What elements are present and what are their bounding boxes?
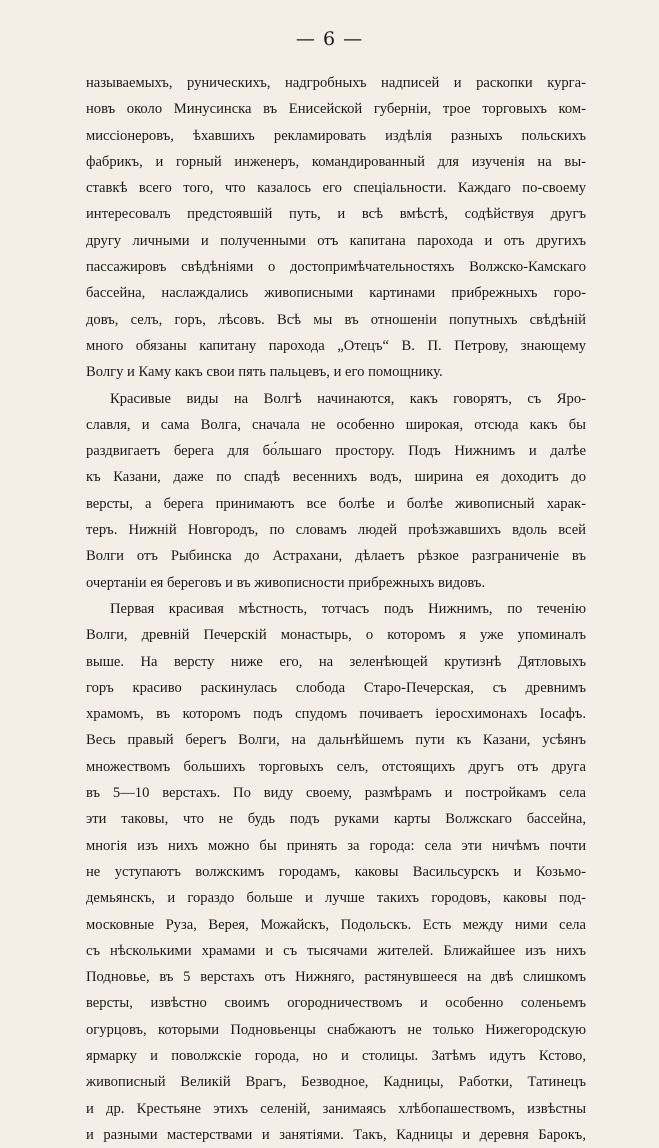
text-line: Первая красивая мѣстность, тотчасъ подъ Нижнимъ, по теченію <box>110 600 586 617</box>
body-text <box>86 70 586 1148</box>
paragraph <box>86 386 586 596</box>
text-line: выше. На версту ниже его, на зеленѣющей крутизнѣ Дятловыхъ <box>86 653 586 670</box>
text-line: пассажировъ свѣдѣніями о достопримѣчательностяхъ Волжско-Камскаго <box>86 259 586 276</box>
text-line: другу личными и полученными отъ капитана парохода и отъ другихъ <box>86 232 586 249</box>
text-line: версты, а берега принимаютъ все болѣе и болѣе живописный харак- <box>86 495 586 512</box>
text-line: храмомъ, въ которомъ подъ спудомъ почиваетъ іеросхимонахъ Іосафъ. <box>86 706 586 723</box>
text-line: миссіонеровъ, ѣхавшихъ рекламировать издѣлія разныхъ польскихъ <box>86 127 586 144</box>
text-line: ставкѣ всего того, что казалось его спеціальности. Каждаго по-своему <box>86 180 586 197</box>
text-line: ярмарку и поволжскіе города, но и столицы. Затѣмъ идутъ Кстово, <box>86 1047 586 1064</box>
text-line: не уступаютъ волжскимъ городамъ, каковы Васильсурскъ и Козьмо- <box>86 863 586 880</box>
text-line: Подновье, въ 5 верстахъ отъ Нижняго, растянувшееся на двѣ слишкомъ <box>86 969 586 986</box>
text-line: раздвигаетъ берега для бо́льшаго простору. Подъ Нижнимъ и далѣе <box>86 443 586 460</box>
paragraph <box>86 596 586 1148</box>
text-line: живописный Великій Врагъ, Безводное, Кадницы, Работки, Татинецъ <box>86 1074 586 1091</box>
text-line: съ нѣсколькими храмами и съ тысячами жителей. Ближайшее изъ нихъ <box>86 942 586 959</box>
text-line: Волги отъ Рыбинска до Астрахани, дѣлаетъ рѣзкое разграниченіе въ <box>86 548 586 565</box>
text-line: огурцовъ, которыми Подновьенцы снабжаютъ не только Нижегородскую <box>86 1021 586 1038</box>
text-line: горъ красиво раскинулась слобода Старо-Печерская, съ древнимъ <box>86 679 586 696</box>
text-line: новъ около Минусинска въ Енисейской губерніи, трое торговыхъ ком- <box>86 101 586 118</box>
text-line: называемыхъ, руническихъ, надгробныхъ надписей и раскопки курга- <box>86 75 586 91</box>
paragraph <box>86 70 586 386</box>
text-line: фабрикъ, и горный инженеръ, командированный для изученія на вы- <box>86 153 586 170</box>
text-line: славля, и сама Волга, сначала не особенно широкая, отсюда какъ бы <box>86 416 586 433</box>
text-line: многія изъ нихъ можно бы принять за города: села эти ничѣмъ почти <box>86 837 586 854</box>
text-line: версты, извѣстно своимъ огородничествомъ и особенно соленьемъ <box>86 995 586 1012</box>
text-line: довъ, селъ, горъ, лѣсовъ. Всѣ мы въ отношеніи попутныхъ свѣдѣній <box>86 311 586 328</box>
text-line: Весь правый берегъ Волги, на дальнѣйшемъ пути къ Казани, усѣянъ <box>86 732 586 749</box>
text-line: въ 5—10 верстахъ. По виду своему, размѣрамъ и постройкамъ села <box>86 785 586 802</box>
text-line: интересовалъ предстоявшій путь, и всѣ вмѣстѣ, содѣйствуя другъ <box>86 206 586 223</box>
text-line: Волги, древній Печерскій монастырь, о которомъ я уже упоминалъ <box>86 627 586 644</box>
text-line: много обязаны капитану парохода „Отецъ“ В. П. Петрову, знающему <box>86 337 586 354</box>
text-line: и др. Крестьяне этихъ селеній, занимаясь хлѣбопашествомъ, извѣстны <box>86 1100 586 1117</box>
text-line: Волгу и Каму какъ свои пять пальцевъ, и его помощнику. <box>86 364 443 381</box>
page-number: — 6 — <box>295 28 364 50</box>
text-line: и разными мастерствами и занятіями. Такъ, Кадницы и деревня Барокъ, <box>86 1126 586 1143</box>
text-line: эти таковы, что не будь подъ руками карты Волжскаго бассейна, <box>86 811 586 828</box>
text-line: Красивые виды на Волгѣ начинаются, какъ говорятъ, съ Яро- <box>110 390 586 407</box>
text-line: очертаніи ея береговъ и въ живописности прибрежныхъ видовъ. <box>86 574 486 591</box>
text-line: къ Казани, даже по спадѣ весеннихъ водъ, ширина ея доходитъ до <box>86 469 586 486</box>
text-line: бассейна, наслаждались живописными картинами прибрежныхъ горо- <box>86 285 586 302</box>
text-line: демьянскъ, и гораздо больше и лучше такихъ городовъ, каковы под- <box>86 890 586 907</box>
text-line: теръ. Нижній Новгородъ, по словамъ людей проѣзжавшихъ вдоль всей <box>86 522 586 539</box>
text-line: московные Руза, Верея, Можайскъ, Подольскъ. Есть между ними села <box>86 916 586 933</box>
text-line: множествомъ большихъ торговыхъ селъ, отстоящихъ другъ отъ друга <box>86 758 586 775</box>
